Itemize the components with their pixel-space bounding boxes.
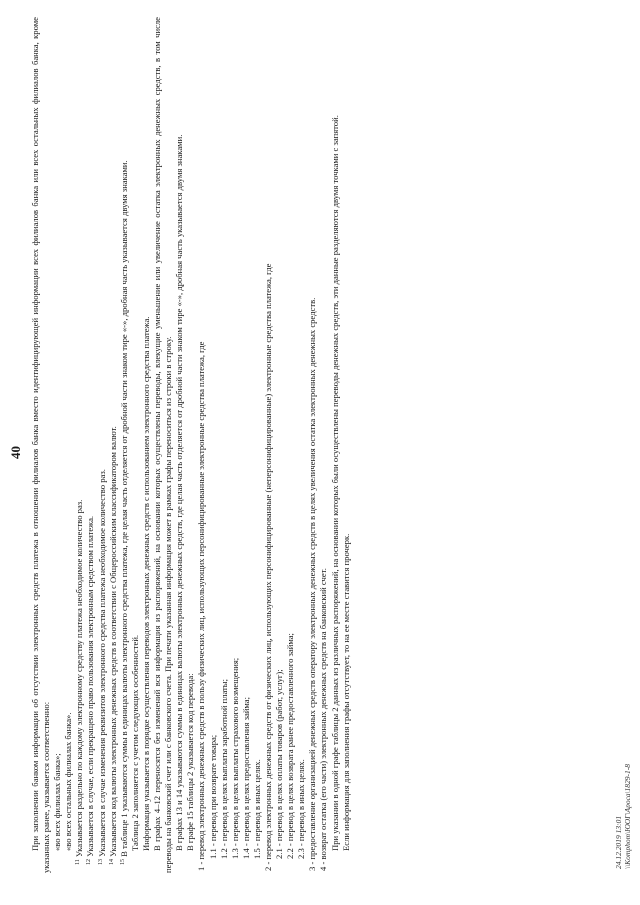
document-body	[30, 17, 352, 873]
footnote	[74, 17, 85, 873]
footnote-number: 15	[119, 859, 126, 865]
footnote	[119, 17, 130, 873]
table2-column-15: В графе 15 таблицы 2 указывается код перевода:	[185, 673, 196, 851]
paragraph-other-branches: «во всех остальных филиалах банка».	[63, 712, 74, 851]
transfer-code-subitem: 1.4 - перевод в целях предоставления займа;	[240, 696, 251, 859]
transfer-code-subitem: 2.3 - перевод в иных целях.	[296, 759, 307, 859]
footnote-text: Указывается в случае, если прекращено право пользования электронным средством платежа.	[85, 515, 96, 857]
table2-info-order: Информация указывается в порядке осуществления переводов электронных денежных средств с использованием электронного средства платежа.	[140, 316, 151, 851]
transfer-code-item: 4 - возврат остатка (его части) электронных денежных средств на банковский счет.	[318, 568, 329, 871]
file-stamp	[614, 764, 632, 869]
footnote-text: Указывается раздельно по каждому электронному средству платежа необходимое количество раз.	[74, 499, 85, 858]
footnote	[97, 17, 108, 873]
paragraph-all-branches: «во всех филиалах банка»;	[52, 753, 63, 851]
transfer-code-subitem: 2.1 - перевод в целях оплаты товаров (работ, услуг);	[274, 669, 285, 859]
table2-columns-4-12: В графах 4–12 переносятся без изменений вся информация из распоряжений, на основании которых осуществлены переводы, влекущие уменьшение или увеличение остатка электронных денежных средств, в том числе переводы на банковский счет или с банковского счета. При печати указанная информация может в рамках графы переноситься из строки в строку.	[152, 17, 174, 873]
transfer-code-item: 2 - перевод электронных денежных средств от физических лиц, использующих персонифицированные (неперсонифицированные) электронные средства платежа, где	[262, 263, 273, 871]
footnote-text: В таблице 1 указываются суммы в единицах валюты электронного средства платежа, где целая часть отделяется от дробной части знаком тире «-», дробная часть указывается двумя знаками.	[118, 160, 129, 857]
transfer-code-subitem: 1.5 - перевод в иных целях.	[251, 759, 262, 859]
transfer-code-subitem: 2.2 - перевод в целях возврата ранее предоставленного займа;	[285, 633, 296, 859]
footnote-number: 14	[108, 859, 115, 865]
closing-dash-rule: Если информация для заполнения графы отсутствует, то на ее месте ставится прочерк.	[340, 533, 351, 851]
file-stamp-date: 24.12.2019 13:01	[614, 815, 623, 869]
transfer-code-subitem: 1.1 - перевод при возврате товара;	[207, 734, 218, 859]
table2-columns-13-14: В графах 13 и 14 указываются суммы в единицах валюты электронных денежных средств, где целая часть отделяется от дробной части знаком тире «-», дробная часть указывается двумя знаками.	[174, 134, 185, 851]
transfer-code-item: 1 - перевод электронных денежных средств в пользу физических лиц, использующих персонифицированные электронные средства платежа, где	[196, 341, 207, 871]
footnote-text: Указывается код валюты электронных денежных средств в соответствии с Общероссийским классификатором валют.	[107, 426, 118, 857]
footnote	[108, 17, 119, 873]
transfer-codes-list	[196, 17, 329, 873]
footnote-number: 11	[75, 859, 82, 865]
footnote	[85, 17, 96, 873]
footnote-text: Указывается в случае изменения реквизитов электронного средства платежа необходимое количество раз.	[96, 469, 107, 857]
transfer-code-item: 3 - предоставление организацией денежных средств оператору электронных денежных средств в целях увеличения остатка электронных денежных средств.	[307, 297, 318, 871]
footnote-number: 12	[86, 859, 93, 865]
table2-intro: Таблица 2 заполняется с учетом следующих особенностей.	[129, 634, 140, 851]
footnotes-list	[74, 17, 129, 873]
footnote-number: 13	[97, 859, 104, 865]
page-number: 40	[8, 446, 23, 459]
file-stamp-path: \\Komphom\ЮОГ\Ароса\1829-1-8	[623, 763, 632, 869]
paragraph-branches-intro: При заполнении банком информации об отсутствии электронных средств платежа в отношении филиалов банка вместо идентифицирующей информации всех филиалов банка или всех остальных филиалов банка, кроме указанных ранее, указывается соответственно:	[30, 17, 52, 873]
transfer-code-subitem: 1.2 - перевод в целях выплаты заработной платы;	[218, 679, 229, 859]
closing-separator-rule: При указании в одной графе таблицы 2 данных из различных распоряжений, на основании которых были осуществлены переводы денежных средств, эти данные разделяются двумя точками с запятой.	[329, 115, 340, 851]
transfer-code-subitem: 1.3 - перевод в целях выплаты страхового возмещения;	[229, 657, 240, 859]
